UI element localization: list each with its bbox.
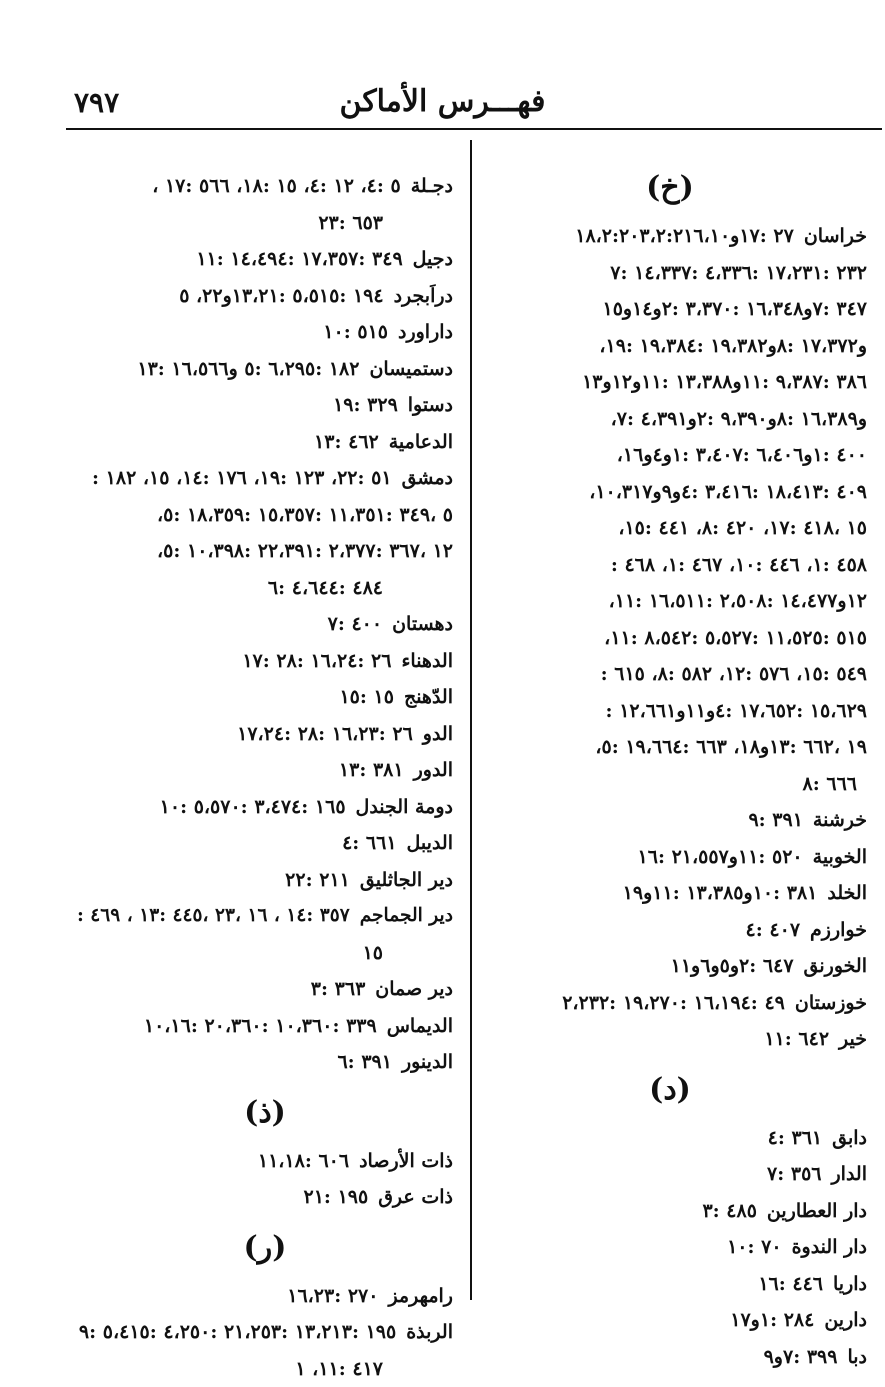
place-name: الديماس [387,1015,453,1037]
page-references: ١٢ ،٣٦٧ :٢،٣٧٧ :٢٢،٣٩١ :١٠،٣٩٨ :٥، [157,540,453,562]
place-name: الخلد [827,882,867,904]
place-name: دراَبجرد [394,285,453,307]
place-name: الخورنق [804,955,867,977]
place-name: الدّهنج [404,686,453,708]
place-name: دار العطارين [767,1200,867,1222]
page-references: ٥١٥ :١١،٥٢٥ :٥،٥٢٧ :٨،٥٤٢ :١١، [604,627,867,649]
index-entry [77,497,453,534]
page-references: ٣٦٣ :٣ [311,978,365,1000]
place-name: دجـلة [411,175,453,197]
index-entry [77,351,453,388]
index-entry [473,839,867,876]
index-entry [77,789,453,826]
index-entry [473,583,867,620]
page-references: ١٩٤ :٥،٥١٥ :١٣،٢١و٢٢، ٥ [179,285,383,307]
page-references: ١٥ :١٥ [339,686,393,708]
place-name: دير صمان [375,978,453,1000]
right-column [473,168,867,1375]
page-references: ٢٨٤ :١و١٧ [730,1309,814,1331]
place-name: دستميسان [369,358,453,380]
page-references: ٦٠٦ :١١،١٨ [258,1150,349,1172]
index-entry [473,255,867,292]
index-entry [473,1302,867,1339]
place-name: دجيل [413,248,453,270]
page-references: ٢٧٠ :١٦،٢٣ [287,1285,378,1307]
index-entry [473,1156,867,1193]
place-name: داراورد [398,321,453,343]
index-entry [77,825,453,862]
place-name: دير الجاثليق [360,869,453,891]
place-name: خوارزم [810,919,867,941]
page-references: ١٨٢ :٦،٢٩٥ :٥ و١٦،٥٦٦ :١٣ [137,358,359,380]
page-references: ٥ :٤، ١٢ :٤، ١٥ :١٨، ٥٦٦ :١٧ ، [152,175,401,197]
page-references: ٣٩١ :٦ [337,1051,391,1073]
index-entry [473,218,867,255]
page-references: ٤٠٠ :٧ [328,613,382,635]
page-references: ٥ ،٣٤٩ :١١،٣٥١ :١٥،٣٥٧ :١٨،٣٥٩ :٥، [157,504,453,526]
header-rule [66,128,882,130]
index-entry [473,1266,867,1303]
place-name: رامهرمز [388,1285,453,1307]
index-entry [77,971,453,1008]
index-entry [77,1008,453,1045]
index-entry [77,168,453,205]
page-references: ٥١٥ :١٠ [323,321,388,343]
place-name: دار الندوة [792,1236,867,1258]
page-references: ١٩٥ :٢١ [304,1186,369,1208]
page-references: ٦٤٢ :١١ [764,1028,829,1050]
page-references: ٣٤٩ :١٧،٣٥٧ :١٤،٤٩٤ :١١ [196,248,402,270]
index-entry [77,1044,453,1081]
index-entry [77,278,453,315]
place-name: الدار [832,1163,868,1185]
page-header [60,84,825,128]
index-entry [77,424,453,461]
index-entry [473,985,867,1022]
index-entry [77,387,453,424]
index-entry [473,948,867,985]
place-name: الدهناء [401,650,453,672]
page-references: ٤٨٤ :٤،٦٤٤ :٦ [268,577,383,599]
page-references: ٣٤٧ :٧و١٦،٣٤٨ :٣،٣٧٠ :٢و١٤و١٥ [602,298,867,320]
index-entry [473,875,867,912]
page-references: و١٦،٣٨٩ :٨و٩،٣٩٠ :٢و٤،٣٩١ :٧، [611,408,867,430]
page-references: ٢٣٢ :١٧،٢٣١ :٤،٣٣٦ :١٤،٣٣٧ :٧ [610,262,867,284]
page-references: ٥٤٩ :١٥، ٥٧٦ :١٢، ٥٨٢ :٨، ٦١٥ : [601,663,867,685]
page-references: ٦٥٣ :٢٣ [318,212,383,234]
page-references: ١٢و١٤،٤٧٧ :٢،٥٠٨ :١٦،٥١١ :١١، [609,590,867,612]
index-entry [473,802,867,839]
index-entry [77,314,453,351]
page-references: ٣٨١ :١٣ [339,759,404,781]
column-divider [470,140,472,1300]
index-entry [77,460,453,497]
index-entry [473,1229,867,1266]
page-references: ٦٦٦ :٨ [803,773,857,795]
place-name: الدينور [402,1051,453,1073]
index-entry [473,656,867,693]
index-entry [473,1193,867,1230]
place-name: دهستان [392,613,453,635]
page-references: ٤٥٨ :١، ٤٤٦ :١٠، ٤٦٧ :١، ٤٦٨ : [611,554,867,576]
place-name: الخوبية [813,846,867,868]
section-letter-heading: (د) [473,1070,867,1110]
index-entry [473,766,867,803]
index-entry [77,606,453,643]
page-references: ٤١٧ :١١، ١ [295,1358,383,1380]
page-references: ٤٨٥ :٣ [702,1200,756,1222]
left-column [77,168,453,1387]
index-entry [473,364,867,401]
index-entry [473,401,867,438]
place-name: خير [839,1028,867,1050]
page-references: ٣٥٧ :١٤ ، ١٦ ،٢٣ ،٤٤٥ :١٣ ، ٤٦٩ : [77,905,350,926]
page-references: ٣٩٩ :٧و٩ [764,1346,838,1368]
place-name: دابق [832,1127,867,1149]
page-references: ٣٩١ :٩ [748,809,802,831]
page-references: ٣٦١ :٤ [768,1127,822,1149]
page-references: ٤٦٢ :١٣ [314,431,379,453]
index-entry [473,547,867,584]
page-references: و١٧،٣٧٢ :٨و١٩،٣٨٢ :١٩،٣٨٤ :١٩، [599,335,867,357]
index-entry [473,912,867,949]
index-entry [77,935,453,972]
place-name: ذات الأرصاد [359,1150,453,1172]
index-entry [473,729,867,766]
page-references: ١٥ [363,942,383,964]
page-references: ١٥،٦٢٩ :١٧،٦٥٢ :٤و١١و١٢،٦٦١ : [606,700,867,722]
page-references: ٢٧ :١٧و١٨،٢:٢٠٣،٢:٢١٦،١٠ [575,225,794,247]
index-entry [77,1314,453,1351]
page-references: ٣٣٩ :١٠،٣٦٠ :٢٠،٣٦٠ :١٠،١٦ [144,1015,377,1037]
index-entry [473,474,867,511]
section-letter-heading: (خ) [473,168,867,208]
place-name: ذات عرق [378,1186,453,1208]
page-references: ١٦٥ :٣،٤٧٤ :٥،٥٧٠ :١٠ [160,796,346,818]
index-entry [473,437,867,474]
index-entry [473,1339,867,1376]
index-entry [473,510,867,547]
index-entry [473,291,867,328]
index-entry [77,643,453,680]
page-title: فهـــرس الأماكن [60,84,825,119]
index-entry [77,752,453,789]
page-references: ٧٠ :١٠ [727,1236,781,1258]
index-entry [473,1120,867,1157]
place-name: الدو [423,723,453,745]
page-references: ٤٩ :١٦،١٩٤ :١٩،٢٧٠ :٢،٢٣٢ [562,992,785,1014]
place-name: الدعامية [389,431,453,453]
place-name: دمشق [402,467,453,489]
page-references: ٦٤٧ :٢و٥و٦و١١ [671,955,794,977]
page-references: ١٥ ،٤١٨ :١٧، ٤٢٠ :٨، ٤٤١ :١٥، [618,517,867,539]
section-letter-heading: (ذ) [77,1093,453,1133]
page-references: ٢٦ :١٦،٢٤ :٢٨ :١٧ [242,650,391,672]
page-references: ٣٥٦ :٧ [767,1163,821,1185]
page-references: ١٩٥ :١٣،٢١٣ :٢١،٢٥٣ :٤،٢٥٠ :٥،٤١٥ :٩ [79,1321,396,1343]
page-references: ٥١ :٢٢، ١٢٣ :١٩، ١٧٦ :١٤، ١٥، ١٨٢ : [92,467,392,489]
place-name: داريا [833,1273,867,1295]
index-entry [77,1351,453,1387]
page-references: ٢١١ :٢٢ [285,869,350,891]
index-entry [77,205,453,242]
page-references: ٤٤٦ :١٦ [758,1273,823,1295]
index-entry [77,679,453,716]
place-name: خوزستان [795,992,867,1014]
page-references: ١٩ ،٦٦٢ :١٣و١٨، ٦٦٣ :١٩،٦٦٤ :٥، [595,736,867,758]
page-references: ٤٠٩ :١٨،٤١٣ :٣،٤١٦ :٤و٩و١٠،٣١٧، [589,481,867,503]
index-entry [77,241,453,278]
index-entry [77,898,453,935]
place-name: خرشنة [813,809,867,831]
index-entry [77,570,453,607]
page-references: ٣٨٦ :٩،٣٨٧ :١١و١٣،٣٨٨ :١١و١٢و١٣ [582,371,867,393]
page-references: ٣٢٩ :١٩ [333,394,398,416]
page-references: ٦٦١ :٤ [342,832,396,854]
place-name: دير الجماجم [360,905,453,926]
index-entry [77,1278,453,1315]
place-name: دارين [824,1309,867,1331]
index-entry [77,533,453,570]
index-entry [473,1021,867,1058]
page-references: ٢٦ :١٦،٢٣ :٢٨ :١٧،٢٤ [237,723,413,745]
index-entry [473,328,867,365]
place-name: الربذة [406,1321,453,1343]
place-name: خراسان [804,225,867,247]
index-entry [77,1179,453,1216]
page-references: ٣٨١ :١٠و١٣،٣٨٥ :١١و١٩ [623,882,818,904]
index-entry [473,693,867,730]
place-name: الديبل [407,832,453,854]
place-name: دبا [847,1346,867,1368]
place-name: الدور [414,759,453,781]
index-entry [77,1143,453,1180]
page-references: ٥٢٠ :١١و٢١،٥٥٧ :١٦ [638,846,803,868]
index-entry [473,620,867,657]
page-references: ٤٠٠ :١و٦،٤٠٦ :٣،٤٠٧ :١و٤و١٦، [617,444,867,466]
index-entry [77,862,453,899]
place-name: دومة الجندل [356,796,453,818]
page-references: ٤٠٧ :٤ [746,919,800,941]
place-name: دستوا [408,394,453,416]
index-entry [77,716,453,753]
page-number: ٧٩٧ [74,86,119,119]
section-letter-heading: (ر) [77,1228,453,1268]
